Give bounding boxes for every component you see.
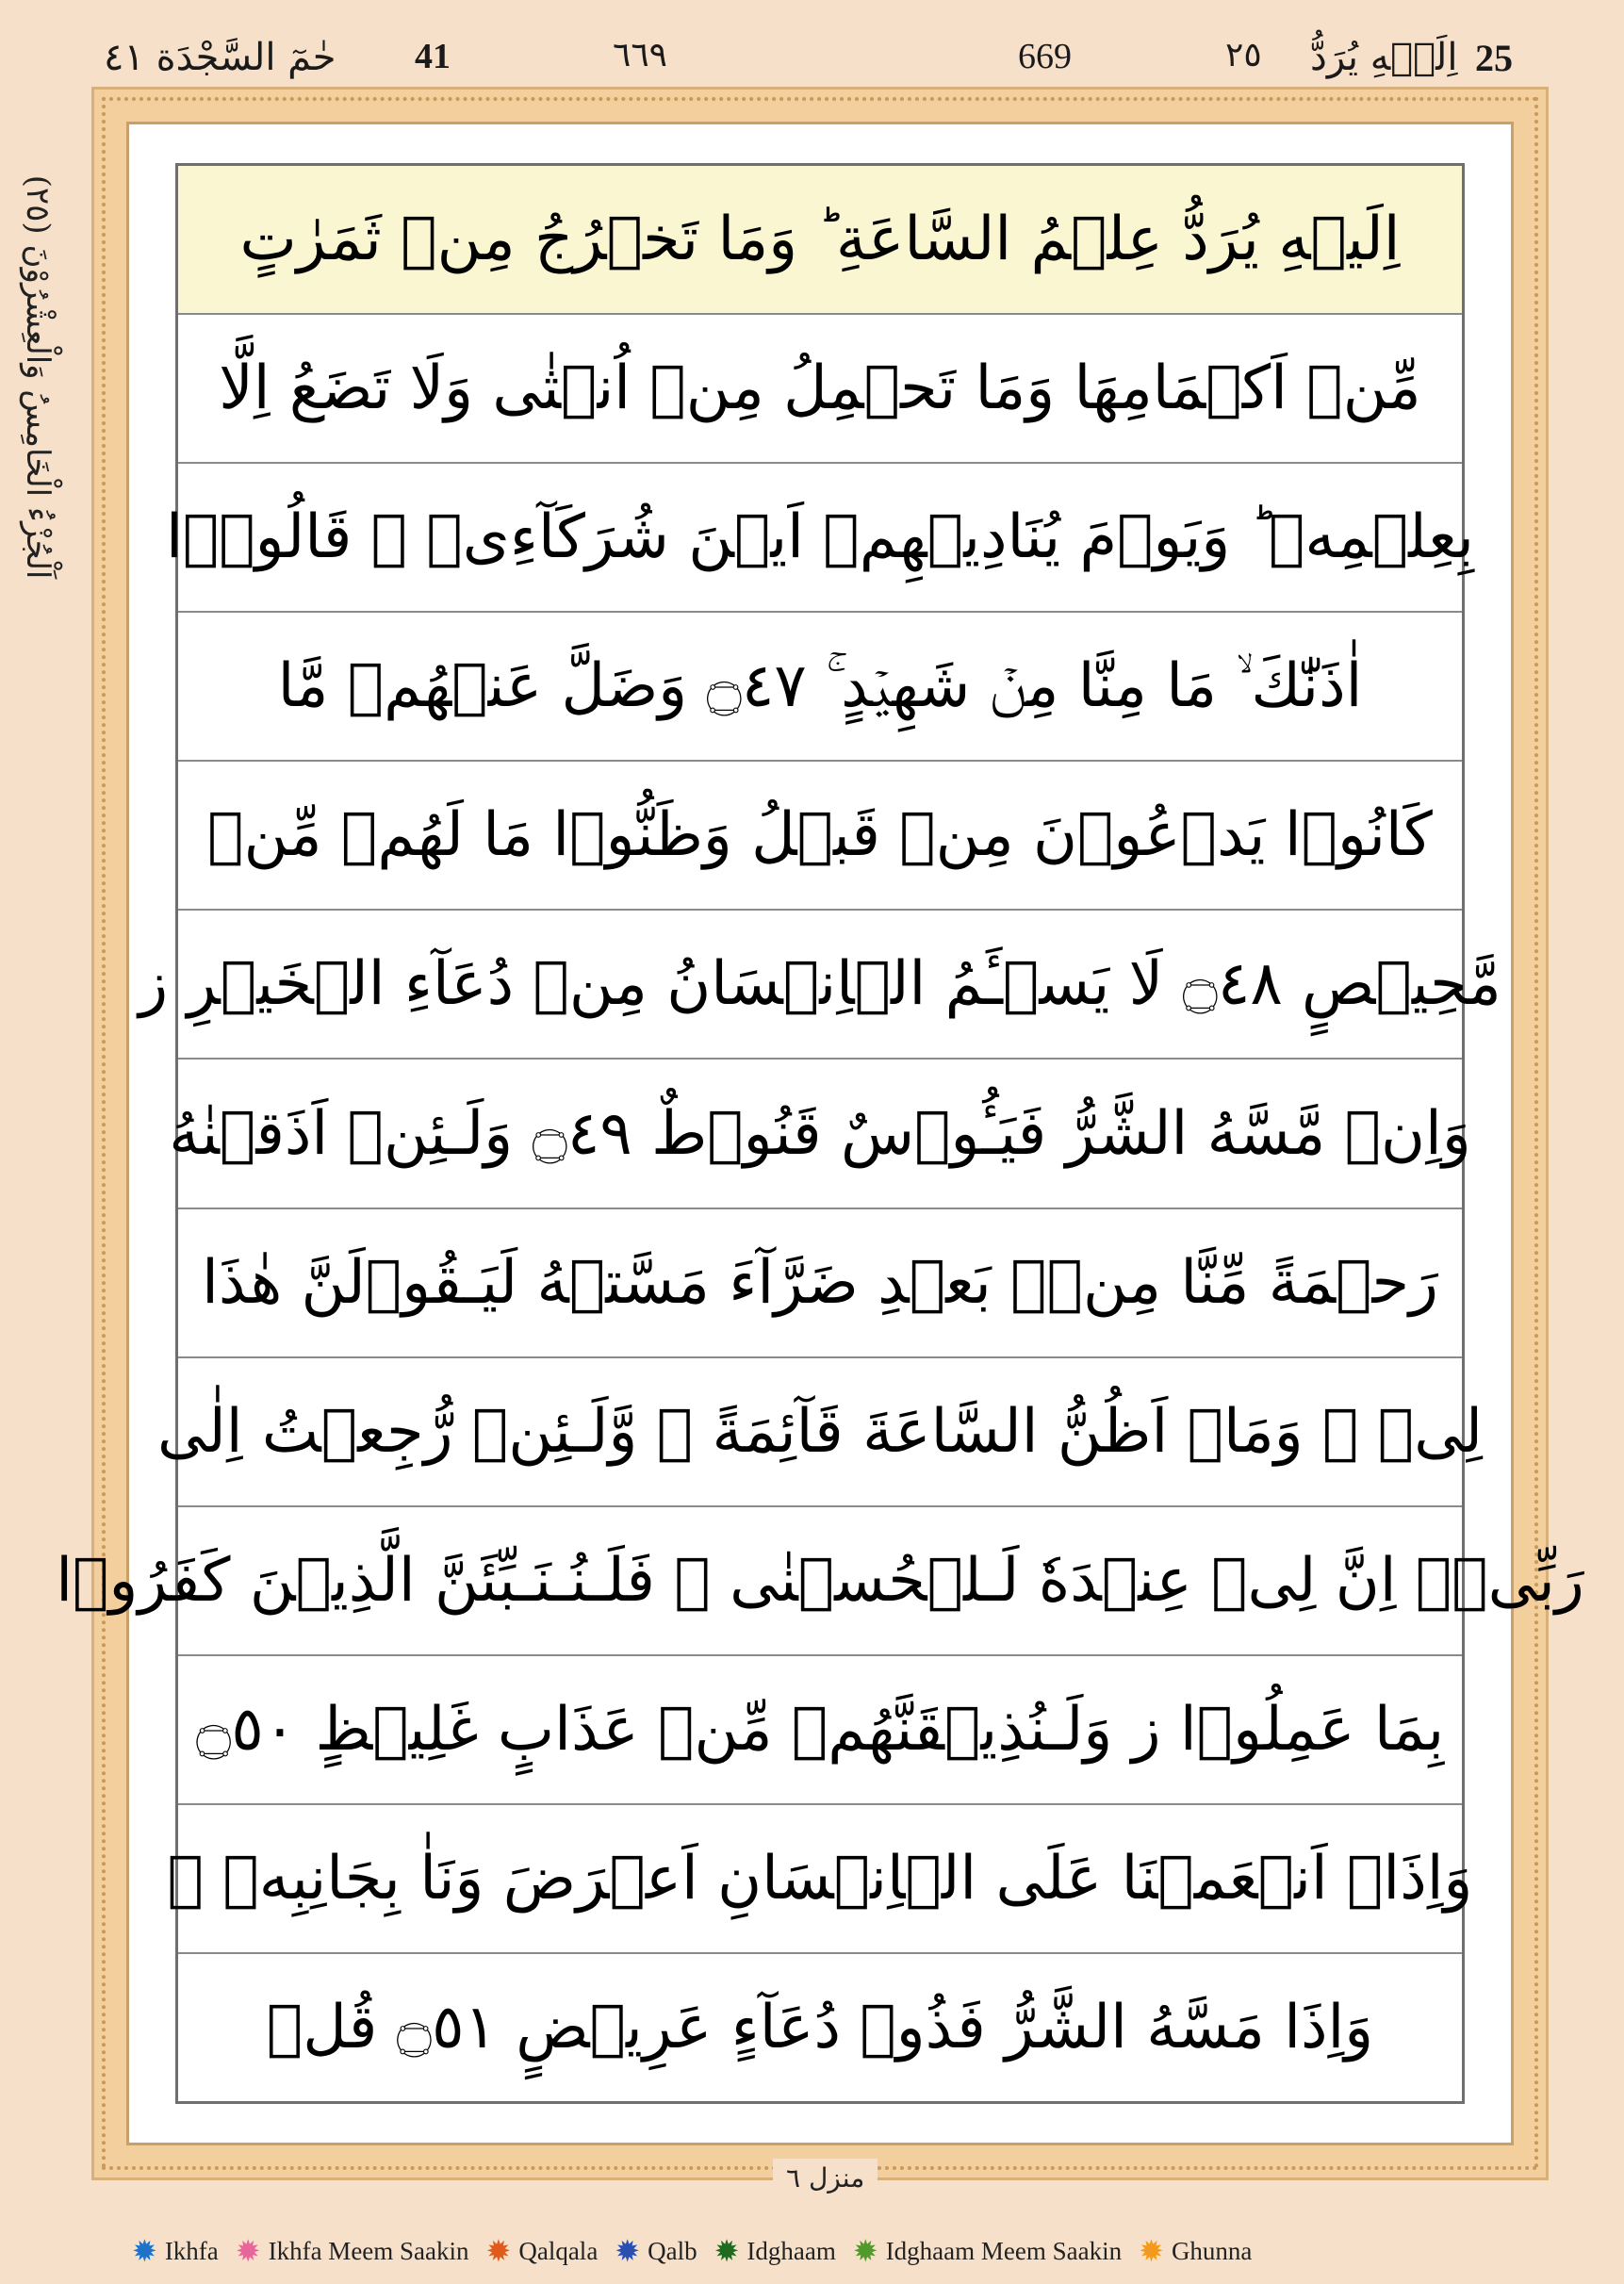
legend-label: Idghaam Meem Saakin — [885, 2236, 1123, 2265]
legend-item — [486, 2236, 599, 2266]
legend-label: Idghaam — [746, 2236, 836, 2265]
verse-line: لِىۡ ۙ وَمَاۤ اَظُنُّ السَّاعَةَ قَآئِمَةً ۙ وَّلَـئِنۡ رُّجِعۡتُ اِلٰى — [178, 1358, 1462, 1507]
juz-side-label — [0, 113, 75, 641]
page-frame — [56, 90, 1584, 2177]
juz-name-arabic: اِلَيۡهِ يُرَدُّ — [1310, 36, 1458, 79]
surah-number: 41 — [415, 37, 451, 76]
tajweed-legend — [132, 2227, 1602, 2275]
legend-label: Qalb — [648, 2236, 697, 2265]
star-icon: ✹ — [852, 2234, 878, 2268]
juz-side-label-text: اَلْجُزْءُ الْخَامِسُ وَالْعِشْرُوْنَ (٢٥) — [19, 174, 57, 580]
legend-label: Ikhfa Meem Saakin — [268, 2236, 469, 2265]
verse-lines — [56, 163, 1584, 2104]
verse-line: رَبِّىۡۤ اِنَّ لِىۡ عِنۡدَهٗ لَـلۡحُسۡنٰى ۚ فَلَـنُـنَـبِّئَنَّ الَّذِيۡنَ كَفَرُوۡا — [178, 1507, 1462, 1656]
legend-item — [236, 2236, 469, 2266]
star-icon: ✹ — [714, 2234, 740, 2268]
surah-name-arabic: حٰمٓ السَّجْدَة ٤١ — [104, 36, 336, 79]
verse-line: كَانُوۡا يَدۡعُوۡنَ مِنۡ قَبۡلُ وَظَنُّوۡا مَا لَهُمۡ مِّنۡ — [178, 762, 1462, 911]
juz-number-arabic: ٢٥ — [1225, 36, 1262, 74]
verse-line: وَاِذَاۤ اَنۡعَمۡنَا عَلَى الۡاِنۡسَانِ اَعۡرَضَ وَنَاٰ بِجَانِبِهٖ ۚ — [178, 1805, 1462, 1954]
legend-label: Qalqala — [518, 2236, 599, 2265]
verse-line: بِمَا عَمِلُوۡا ز وَلَـنُذِيۡقَنَّهُمۡ مِّنۡ عَذَابٍ غَلِيۡظٍ ۝٥٠ — [178, 1656, 1462, 1805]
star-icon: ✹ — [1139, 2234, 1164, 2268]
star-icon: ✹ — [485, 2234, 512, 2268]
verse-line: وَاِذَا مَسَّهُ الشَّرُّ فَذُوۡ دُعَآءٍ عَرِيۡضٍ ۝٥١ قُلۡ — [266, 1992, 1374, 2062]
manzil-label: منزل ٦ — [773, 2159, 878, 2197]
legend-label: Ghunna — [1171, 2236, 1253, 2265]
legend-item — [615, 2236, 697, 2266]
legend-label: Ikhfa — [164, 2236, 219, 2265]
page-header — [104, 0, 1536, 94]
star-icon: ✹ — [615, 2234, 641, 2268]
verse-line: وَاِنۡ مَّسَّهُ الشَّرُّ فَيَـُٔوۡسٌ قَنُوۡطٌ ۝٤٩ وَلَـئِنۡ اَذَقۡنٰهُ — [178, 1060, 1462, 1208]
legend-item — [853, 2236, 1122, 2266]
verse-line: رَحۡمَةً مِّنَّا مِنۡۢ بَعۡدِ ضَرَّآءَ مَسَّتۡهُ لَيَـقُوۡلَنَّ هٰذَا — [178, 1209, 1462, 1358]
star-icon: ✹ — [132, 2234, 157, 2268]
verse-line: بِعِلۡمِهٖ ؕ وَيَوۡمَ يُنَادِيۡهِمۡ اَيۡنَ شُرَكَآءِىۡ ۙ قَالُوۡۤا — [178, 464, 1462, 613]
legend-item — [132, 2236, 219, 2266]
verse-line: اِلَيۡهِ يُرَدُّ عِلۡمُ السَّاعَةِ ؕ وَمَا تَخۡرُجُ مِنۡ ثَمَرٰتٍ — [178, 166, 1462, 315]
verse-line: اٰذَنّٰكَ ۙ مَا مِنَّا مِنۡ شَهِيۡدٍ ۚ ۝٤٧ وَضَلَّ عَنۡهُمۡ مَّا — [178, 613, 1462, 762]
juz-number: 25 — [1475, 37, 1513, 79]
legend-item — [714, 2236, 836, 2266]
page-number: 669 — [1018, 37, 1072, 76]
verse-line: مِّنۡ اَكۡمَامِهَا وَمَا تَحۡمِلُ مِنۡ اُنۡثٰى وَلَا تَضَعُ اِلَّا — [178, 315, 1462, 464]
verse-line: مَّحِيۡصٍ ۝٤٨ لَا يَسۡـَٔمُ الۡاِنۡسَانُ مِنۡ دُعَآءِ الۡخَيۡرِ ز — [178, 911, 1462, 1060]
star-icon: ✹ — [235, 2234, 261, 2268]
page-number-arabic: ٦٦٩ — [613, 36, 668, 74]
legend-item — [1139, 2236, 1252, 2266]
